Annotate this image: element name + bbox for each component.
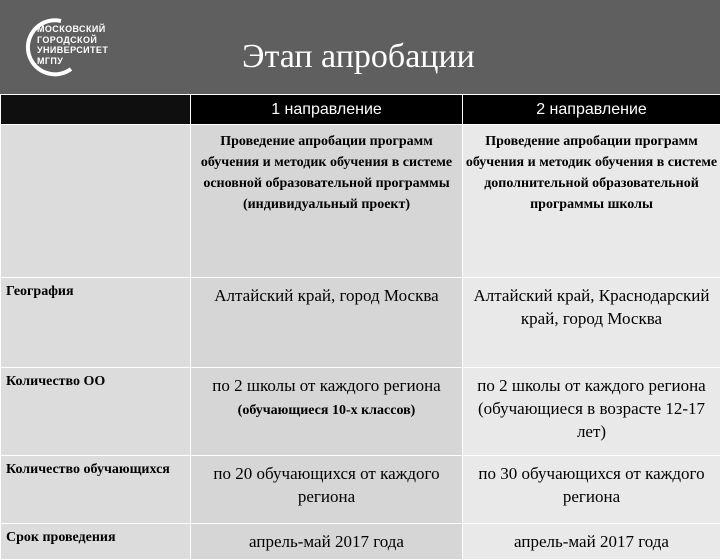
column-header-2: 2 направление — [463, 95, 720, 125]
university-logo-text — [37, 24, 108, 66]
geography-cell-1: Алтайский край, город Москва — [191, 278, 463, 368]
students-cell-1: по 20 обучающихся от каждого региона — [191, 456, 463, 524]
row-label-period: Срок проведения — [1, 524, 191, 560]
slide-title: Этап апробации — [242, 38, 475, 76]
row-label-schools: Количество ОО — [1, 368, 191, 456]
logo-line: ГОРОДСКОЙ — [37, 35, 108, 46]
table-row — [1, 524, 720, 560]
logo-line: УНИВЕРСИТЕТ — [37, 45, 108, 56]
students-cell-2: по 30 обучающихся от каждого региона — [463, 456, 720, 524]
slide-header — [0, 0, 720, 95]
schools-cell-1-note: (обучающиеся 10-х классов) — [238, 403, 416, 418]
schools-cell-1-main: по 2 школы от каждого региона — [212, 376, 440, 395]
description-cell-1: Проведение апробации программ обучения и методик обучения в системе основной образовательной программы (индивидуальный проект) — [191, 125, 463, 278]
table-row — [1, 456, 720, 524]
description-cell-2: Проведение апробации программ обучения и методик обучения в системе дополнительной образовательной программы школы — [463, 125, 720, 278]
geography-cell-2: Алтайский край, Краснодарский край, город Москва — [463, 278, 720, 368]
description-row — [1, 125, 720, 278]
row-label-students: Количество обучающихся — [1, 456, 191, 524]
logo-line: МОСКОВСКИЙ — [37, 24, 108, 35]
table-header-row — [1, 95, 720, 125]
comparison-table — [0, 94, 720, 560]
column-header-1: 1 направление — [191, 95, 463, 125]
row-label-geography: География — [1, 278, 191, 368]
schools-cell-1 — [191, 368, 463, 456]
table-row — [1, 278, 720, 368]
period-cell-2: апрель-май 2017 года — [463, 524, 720, 560]
header-corner-cell — [1, 95, 191, 125]
schools-cell-2: по 2 школы от каждого региона (обучающиеся в возрасте 12-17 лет) — [463, 368, 720, 456]
logo-line: МГПУ — [37, 56, 108, 67]
period-cell-1: апрель-май 2017 года — [191, 524, 463, 560]
table-row — [1, 368, 720, 456]
row-label-empty — [1, 125, 191, 278]
